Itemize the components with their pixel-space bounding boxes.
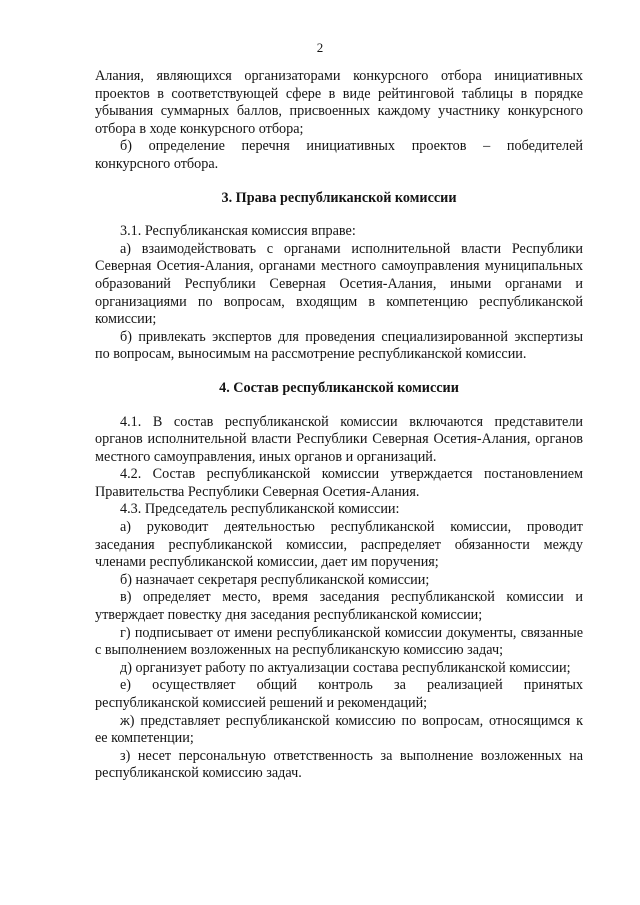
section-4-paragraph: в) определяет место, время заседания республиканской комиссии и утверждает повестку дня заседания республиканской комиссии; bbox=[95, 589, 583, 624]
intro-paragraph-item-b: б) определение перечня инициативных проектов – победителей конкурсного отбора. bbox=[95, 138, 583, 172]
section-4-paragraph: е) осуществляет общий контроль за реализацией принятых республиканской комиссией решений и рекомендаций; bbox=[95, 677, 583, 711]
section-4-paragraph: 4.1. В состав республиканской комиссии включаются представители органов исполнительной власти Республики Северная Осетия-Алания, органов местного самоуправления, иных органов и организаций. bbox=[95, 413, 583, 465]
section-3-content bbox=[95, 223, 583, 364]
section-4-paragraph: б) назначает секретаря республиканской комиссии; bbox=[120, 571, 430, 588]
page-number: 2 bbox=[316, 40, 324, 55]
section-4-paragraph: а) руководит деятельностью республиканской комиссии, проводит заседания республиканской комиссии, распределяет обязанности между членами республиканской комиссии, дает им поручения; bbox=[95, 519, 583, 571]
section-3-paragraph: 3.1. Республиканская комиссия вправе: bbox=[120, 223, 356, 240]
section-4-paragraph: 4.2. Состав республиканской комиссии утверждается постановлением Правительства Республики Северная Осетия-Алания. bbox=[95, 466, 583, 500]
section-4-content bbox=[95, 414, 583, 783]
section-4-paragraph: г) подписывает от имени республиканской комиссии документы, связанные с выполнением возложенных на республиканскую комиссию задач; bbox=[95, 624, 583, 659]
intro-paragraph-continuation: Алания, являющихся организаторами конкурсного отбора инициативных проектов в соответствующей сфере в виде рейтинговой таблицы в порядке убывания суммарных баллов, присвоенных каждому участнику конкурсного отбора в ходе конкурсного отбора; bbox=[95, 68, 583, 137]
section-3-paragraph: б) привлекать экспертов для проведения специализированной экспертизы по вопросам, выносимым на рассмотрение республиканской комиссии. bbox=[95, 328, 583, 363]
section-3-heading: 3. Права республиканской комиссии bbox=[221, 189, 457, 206]
section-4-paragraph: з) несет персональную ответственность за выполнение возложенных на республиканской комиссию задач. bbox=[95, 747, 583, 782]
section-4-heading: 4. Состав республиканской комиссии bbox=[219, 379, 459, 396]
section-3-paragraph: а) взаимодействовать с органами исполнительной власти Республики Северная Осетия-Алания, органами местного самоуправления муниципальных образований Республики Северная Осетия-Алания, иными органами и организациями по вопросам, входящим в компетенцию республиканской комиссии; bbox=[95, 240, 583, 328]
section-4-paragraph: ж) представляет республиканской комиссию по вопросам, относящимся к ее компетенции; bbox=[95, 712, 583, 747]
document-body bbox=[95, 68, 583, 783]
section-4-paragraph: д) организует работу по актуализации состава республиканской комиссии; bbox=[120, 659, 571, 676]
section-4-paragraph: 4.3. Председатель республиканской комиссии: bbox=[120, 501, 400, 518]
